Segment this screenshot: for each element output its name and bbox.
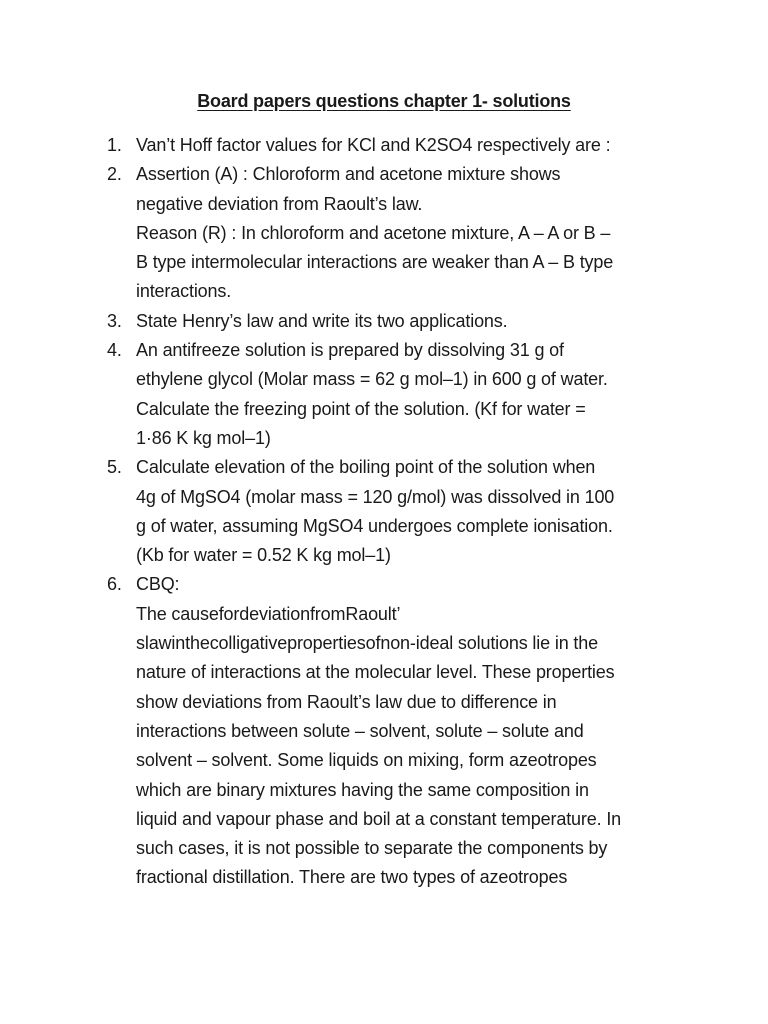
question-line: which are binary mixtures having the same composition in <box>136 779 589 800</box>
question-text <box>136 570 677 892</box>
question-text <box>136 336 677 453</box>
question-line: negative deviation from Raoult’s law. <box>136 193 423 214</box>
question-item <box>107 570 677 892</box>
question-number: 2. <box>107 164 122 185</box>
question-line: An antifreeze solution is prepared by dissolving 31 g of <box>136 340 564 361</box>
question-line: Van’t Hoff factor values for KCl and K2SO4 respectively are : <box>136 135 611 155</box>
question-line: Calculate elevation of the boiling point of the solution when <box>136 457 596 478</box>
question-text <box>136 131 677 160</box>
question-item <box>107 453 677 570</box>
question-line: Assertion (A) : Chloroform and acetone mixture shows <box>136 164 561 185</box>
question-text <box>136 453 677 570</box>
page-title: Board papers questions chapter 1- solutions <box>197 91 571 111</box>
question-item <box>107 160 677 306</box>
question-line: g of water, assuming MgSO4 undergoes complete ionisation. <box>136 515 613 536</box>
question-line: such cases, it is not possible to separate the components by <box>136 838 608 859</box>
question-line: (Kb for water = 0.52 K kg mol–1) <box>136 545 391 566</box>
question-number: 5. <box>107 457 122 478</box>
question-line: Calculate the freezing point of the solution. (Kf for water = <box>136 398 586 419</box>
question-line: ethylene glycol (Molar mass = 62 g mol–1) in 600 g of water. <box>136 369 608 390</box>
question-line: interactions between solute – solvent, solute – solute and <box>136 720 584 741</box>
question-text <box>136 307 677 336</box>
question-line: nature of interactions at the molecular level. These properties <box>136 662 615 683</box>
question-list <box>107 131 677 893</box>
question-line: CBQ: <box>136 574 180 595</box>
question-text <box>136 160 677 306</box>
question-line: slawinthecolligativepropertiesofnon-ideal solutions lie in the <box>136 633 598 654</box>
question-number: 4. <box>107 340 122 361</box>
question-item <box>107 131 677 160</box>
question-number: 3. <box>107 310 122 331</box>
question-line: interactions. <box>136 281 232 302</box>
question-line: fractional distillation. There are two types of azeotropes <box>136 867 568 888</box>
question-line: The causefordeviationfromRaoult’ <box>136 603 401 624</box>
question-line: show deviations from Raoult’s law due to difference in <box>136 691 557 712</box>
question-line: liquid and vapour phase and boil at a constant temperature. In <box>136 808 622 829</box>
question-line: Reason (R) : In chloroform and acetone mixture, A – A or B – <box>136 222 611 243</box>
question-item <box>107 336 677 453</box>
question-line: B type intermolecular interactions are weaker than A – B type <box>136 252 614 273</box>
question-line: solvent – solvent. Some liquids on mixing, form azeotropes <box>136 750 597 771</box>
question-line: 4g of MgSO4 (molar mass = 120 g/mol) was dissolved in 100 <box>136 486 615 507</box>
question-number: 1. <box>107 135 122 155</box>
question-line: 1·86 K kg mol–1) <box>136 427 271 448</box>
question-number: 6. <box>107 574 122 595</box>
question-item <box>107 307 677 336</box>
question-line: State Henry’s law and write its two applications. <box>136 310 508 331</box>
